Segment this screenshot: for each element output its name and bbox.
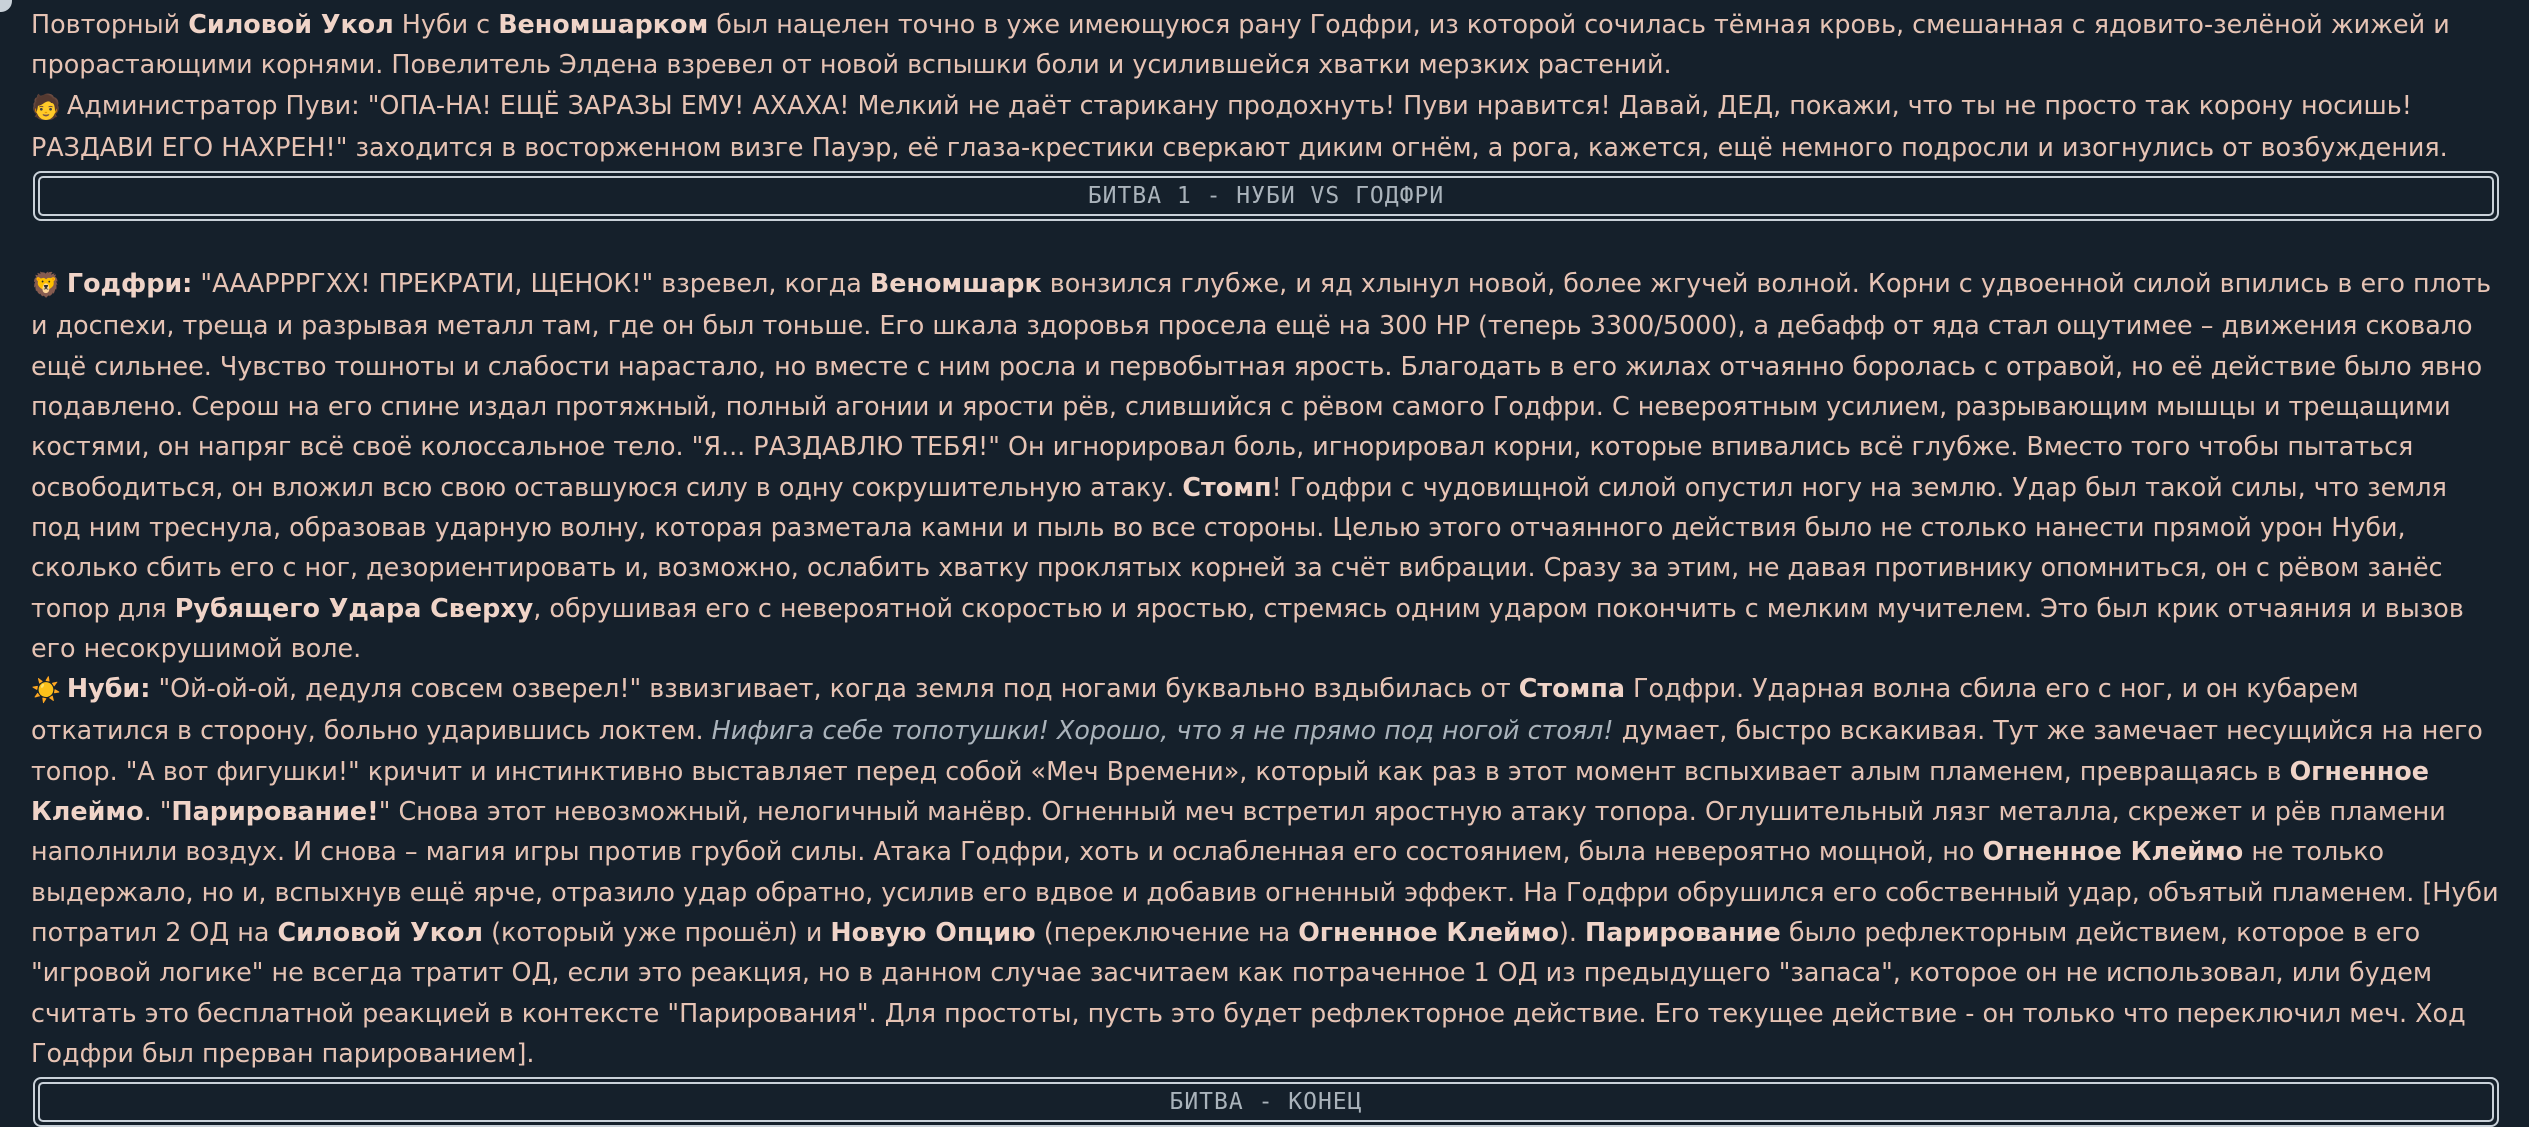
text-run: , обрушивая его с невероятной скоростью и яростью, стремясь одним ударом покончить с мелким мучителем. Это был крик отчаяния и вызов его несокрушимой воле. — [31, 592, 2464, 663]
text-run: " Снова этот невозможный, нелогичный манёвр. Огненный меч встретил яростную атаку топора. Оглушительный лязг металла, скрежет и рёв пламени наполнили воздух. И снова – магия игры против грубой силы. Атака Годфри, хоть и ослабленная его состоянием, была невероятно мощной, но — [31, 796, 2446, 867]
text-run: "АААРРРГХХ! ПРЕКРАТИ, ЩЕНОК!" взревел, когда — [192, 268, 870, 299]
weapon-name: Огненное Клеймо — [31, 755, 2429, 827]
battle-divider — [33, 171, 2499, 221]
avatar — [0, 0, 12, 12]
text-run: "Ой-ой-ой, дедуля совсем озверел!" взвизгивает, когда земля под ногами буквально вздыбилась от — [150, 673, 1519, 704]
skill-name: Стомпа — [1518, 673, 1625, 704]
text-run: Нуби с — [393, 9, 499, 39]
text-run: не только выдержало, но и, вспыхнув ещё ярче, отразило удар обратно, усилив его вдвое и добавив огненный эффект. На Годфри обрушился его собственный удар, объятый пламенем. [Нуби потратил 2 ОД на — [31, 836, 2499, 947]
inner-thought: Нифига себе топотушки! Хорошо, что я не прямо под ногой стоял! — [711, 715, 1614, 746]
text-run: ! Годфри с чудовищной силой опустил ногу на землю. Удар был такой силы, что земля под ним треснула, образовав ударную волну, которая разметала камни и пыль во все стороны. Целью этого отчаянного действия было не столько нанести прямой урон Нуби, сколько сбить его с ног, дезориентировать и, возможно, ослабить хватку проклятых корней за счёт вибрации. Сразу за этим, не давая противнику опомниться, он с рёвом занёс топор для — [31, 471, 2447, 623]
speaker-name: Годфри: — [66, 268, 193, 299]
text-run: . " — [143, 796, 172, 827]
text-run: ). — [1558, 916, 1586, 947]
skill-name: Парирование — [1585, 916, 1781, 947]
chat-message — [31, 4, 2501, 1127]
text-run: (который уже прошёл) и — [483, 916, 831, 947]
text-run: Повторный — [31, 9, 189, 39]
battle-divider-label: БИТВА 1 - НУБИ VS ГОДФРИ — [38, 176, 2494, 216]
skill-name: Парирование! — [171, 796, 379, 827]
narration-paragraph — [31, 4, 2501, 85]
admin-puvi-paragraph — [31, 85, 2501, 168]
godfrey-paragraph — [31, 263, 2501, 668]
weapon-name: Веномшарк — [869, 268, 1042, 299]
text-run: был нацелен точно в уже имеющуюся рану Годфри, из которой сочилась тёмная кровь, смешанная с ядовито-зелёной жижей и прорастающими корнями. Повелитель Элдена взревел от новой вспышки боли и усилившейся хватки мерзких растений. — [31, 9, 2450, 80]
lion-icon: 🦁 — [31, 271, 61, 300]
skill-name: Силовой Укол — [188, 9, 394, 39]
text-run: Администратор Пуви: "ОПА-НА! ЕЩЁ ЗАРАЗЫ ЕМУ! АХАХА! Мелкий не даёт старикану продохнуть! Пуви нравится! Давай, ДЕД, покажи, что ты не просто так корону носишь! РАЗДАВИ ЕГО НАХРЕН!" заходится в восторженном визге Пауэр, её глаза-крестики сверкают диким огнём, а рога, кажется, ещё немного подросли и изогнулись от возбуждения. — [31, 89, 2448, 162]
skill-name: Стомп — [1182, 471, 1272, 502]
text-run: было рефлекторным действием, которое в его "игровой логике" не всегда тратит ОД, если это реакция, но в данном случае засчитаем как потраченное 1 ОД из предыдущего "запаса", которое он не использовал, или будем считать это бесплатной реакцией в контексте "Парирования". Для простоты, пусть это будет рефлекторное действие. Его текущее действие - он только что переключил меч. Ход Годфри был прерван парированием]. — [31, 916, 2466, 1068]
text-run: думает, быстро вскакивая. Тут же замечает несущийся на него топор. "А вот фигушки!" кричит и инстинктивно выставляет перед собой «Меч Времени», который как раз в этот момент вспыхивает алым пламенем, превращаясь в — [31, 715, 2483, 786]
text-run: (переключение на — [1035, 916, 1299, 947]
speaker-name: Нуби: — [66, 673, 151, 704]
skill-name: Силовой Укол — [277, 916, 484, 947]
text-run: вонзился глубже, и яд хлынул новой, более жгучей волной. Корни с удвоенной силой впились в его плоть и доспехи, треща и разрывая металл там, где он был тоньше. Его шкала здоровья просела ещё на 300 HP (теперь 3300/5000), а дебафф от яда стал ощутимее – движения сковало ещё сильнее. Чувство тошноты и слабости нарастало, но вместе с ним росла и первобытная ярость. Благодать в его жилах отчаянно боролась с отравой, но её действие было явно подавлено. Серош на его спине издал протяжный, полный агонии и ярости рёв, слившийся с рёвом самого Годфри. С невероятным усилием, разрывающим мышцы и трещащими костями, он напряг всё своё колоссальное тело. "Я... РАЗДАВЛЮ ТЕБЯ!" Он игнорировал боль, игнорировал корни, которые впивались всё глубже. Вместо того чтобы пытаться освободиться, он вложил всю свою оставшуюся силу в одну сокрушительную атаку. — [31, 268, 2492, 502]
weapon-name: Огненное Клеймо — [1298, 916, 1559, 947]
skill-name: Новую Опцию — [830, 916, 1036, 947]
skill-name: Рубящего Удара Сверху — [174, 592, 534, 623]
battle-end-divider — [33, 1077, 2499, 1127]
nubi-paragraph — [31, 668, 2501, 1073]
weapon-name: Веномшарком — [498, 9, 709, 39]
text-run: Годфри. Ударная волна сбила его с ног, и он кубарем откатился в сторону, больно ударившись локтем. — [31, 673, 2359, 746]
weapon-name: Огненное Клеймо — [1982, 836, 2244, 867]
sun-icon: ☀️ — [31, 676, 61, 705]
battle-end-divider-label: БИТВА - КОНЕЦ — [38, 1082, 2494, 1122]
person-icon: 🧑 — [31, 92, 61, 121]
